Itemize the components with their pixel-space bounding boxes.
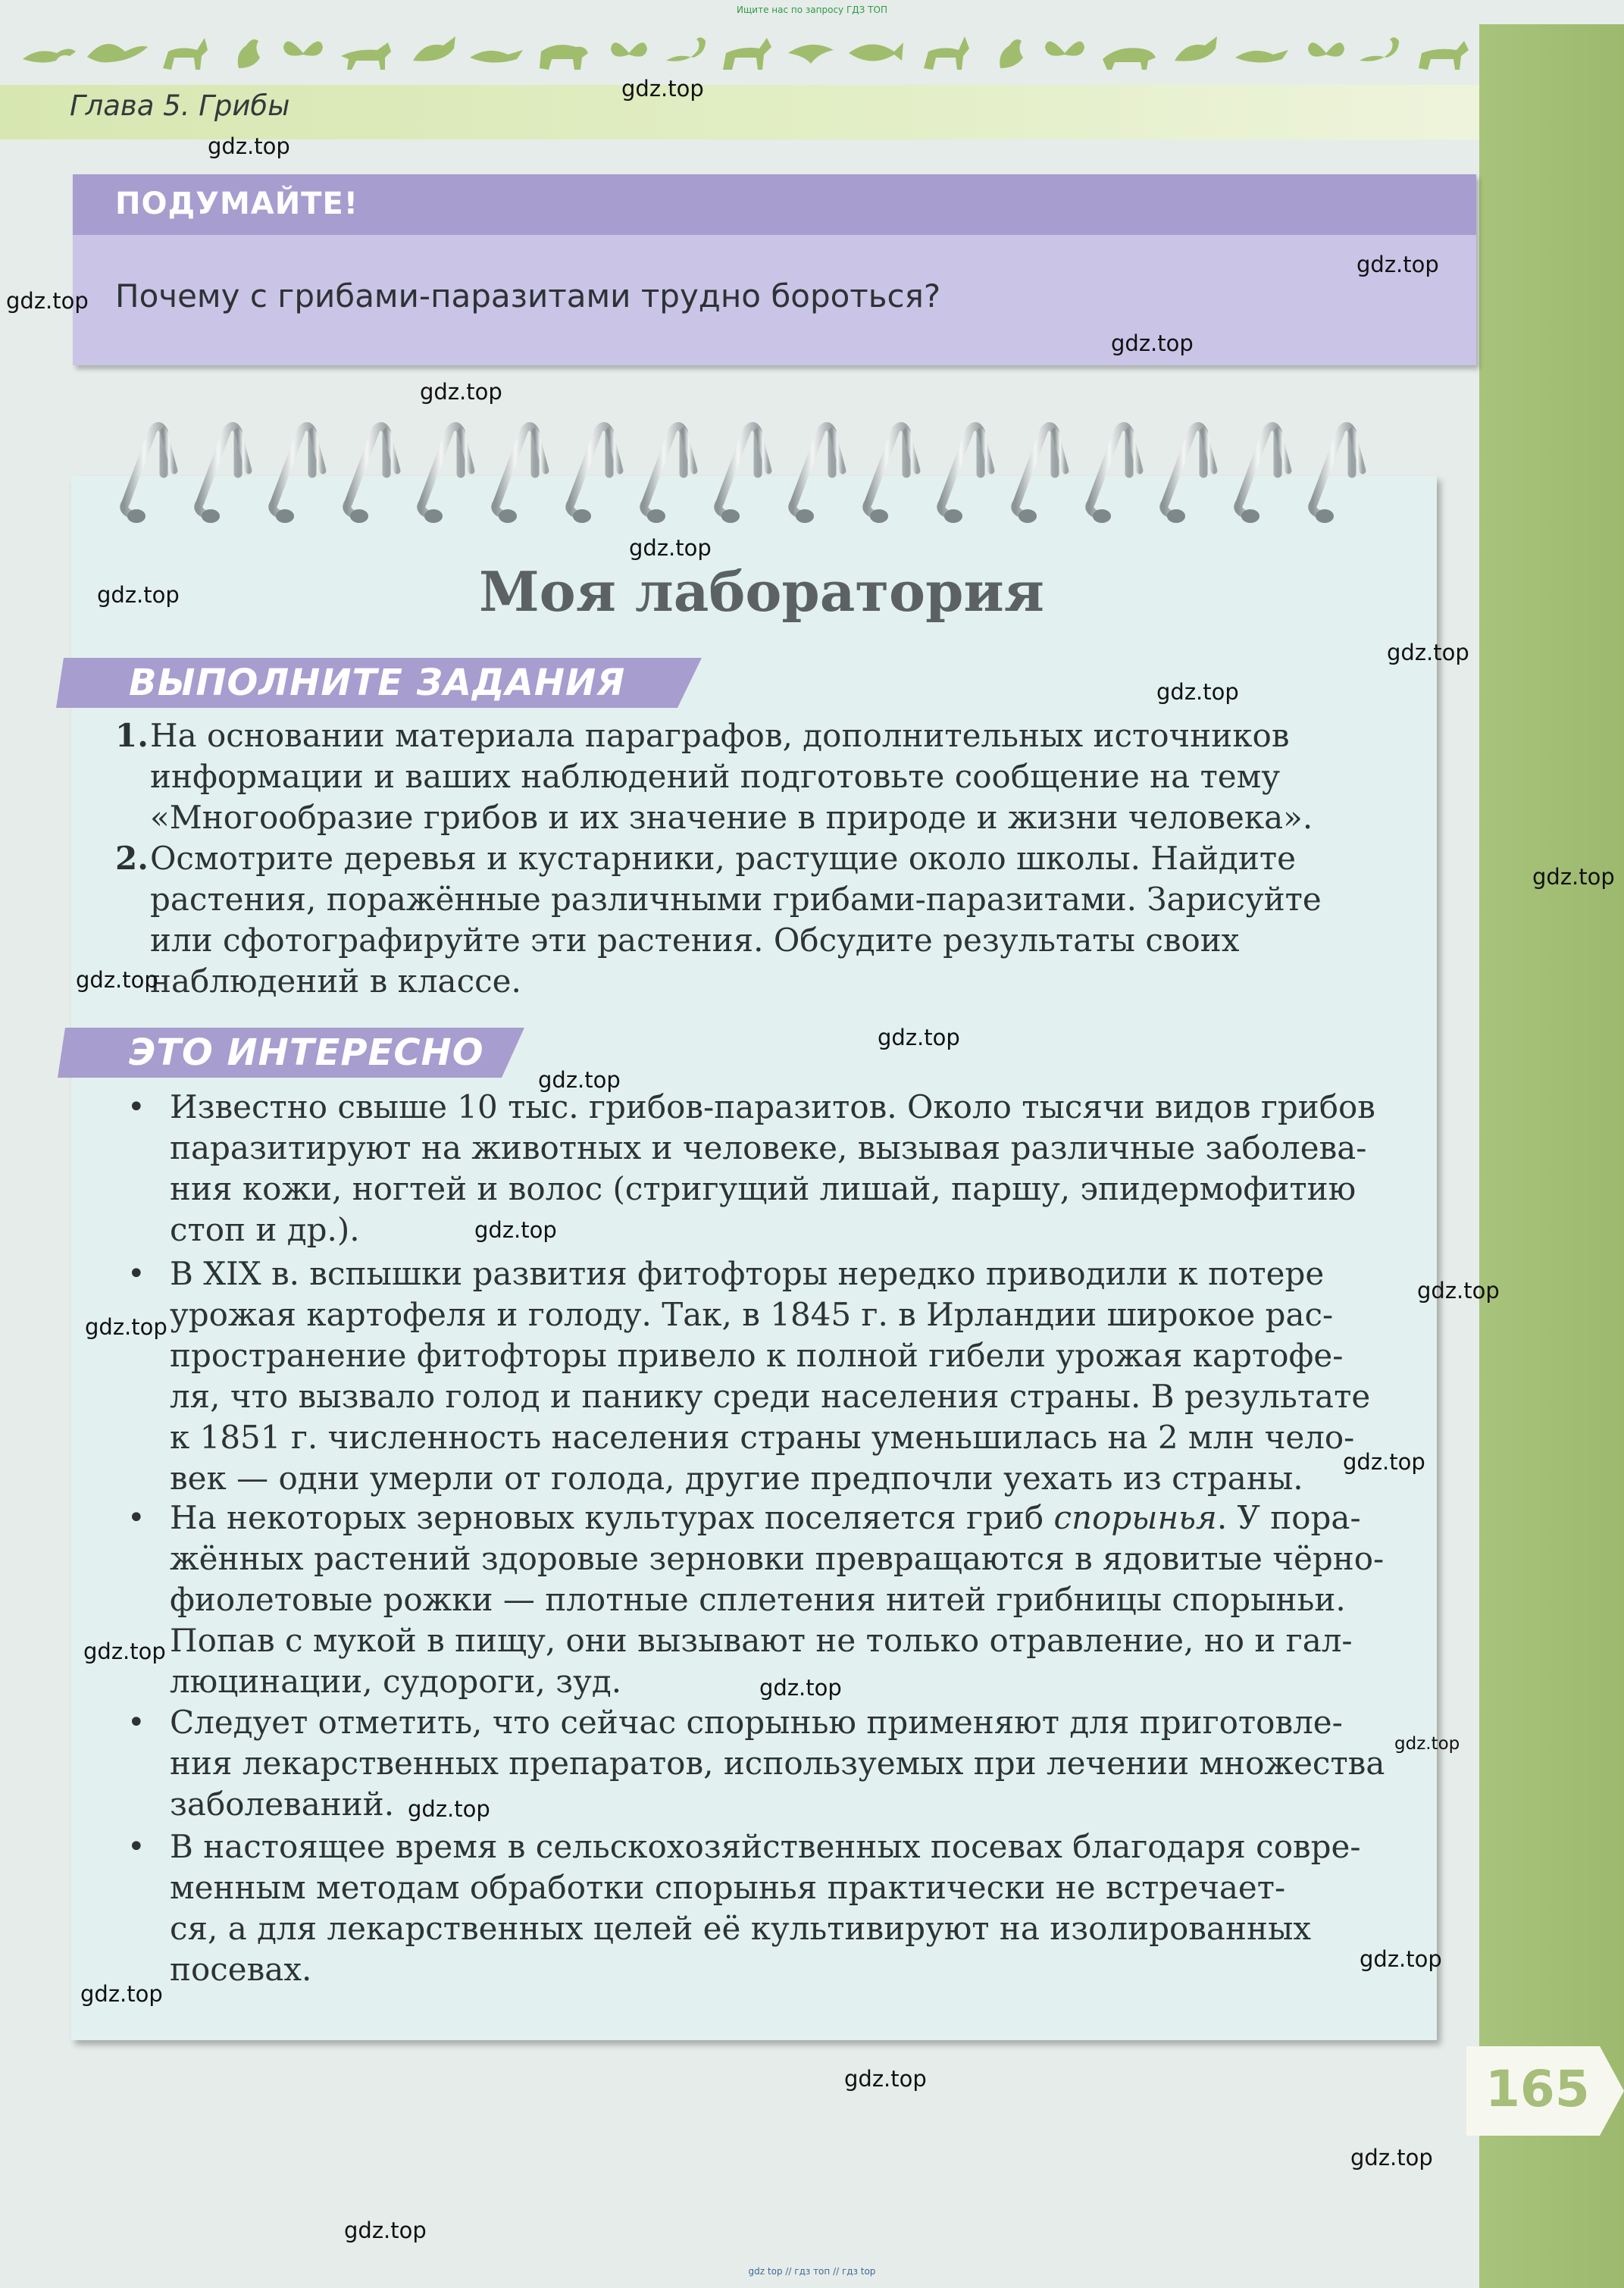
watermark: gdz.top <box>474 1217 557 1243</box>
watermark: gdz.top <box>208 133 290 159</box>
fact-item <box>127 1702 1410 1825</box>
fish-icon <box>849 42 903 61</box>
watermark: gdz.top <box>1417 1278 1500 1304</box>
lizard-icon <box>23 49 76 62</box>
bullet-icon: • <box>127 1090 146 1125</box>
boar-icon <box>1103 48 1156 70</box>
deer-icon <box>924 36 969 70</box>
butterfly-icon <box>1308 42 1344 56</box>
watermark: gdz.top <box>1360 1946 1442 1972</box>
task-line: наблюдений в классе. <box>150 962 521 1000</box>
think-box-question: Почему с грибами-паразитами трудно бороться? <box>115 277 941 315</box>
fact-line: век — одни умерли от голода, другие предпочли уехать из страны. <box>170 1460 1303 1497</box>
fact-line: ния кожи, ногтей и волос (стригущий лишай, паршу, эпидермофитию <box>170 1170 1356 1207</box>
fact-text: На некоторых зерновых культурах поселяется гриб <box>170 1499 1054 1536</box>
fact-line: посевах. <box>170 1951 312 1988</box>
wolf-icon <box>341 42 391 70</box>
watermark: gdz.top <box>76 967 158 993</box>
think-box-label: ПОДУМАЙТЕ! <box>115 186 359 221</box>
bird-icon <box>788 45 834 64</box>
fact-line: В настоящее время в сельскохозяйственных посевах благодаря совре- <box>170 1828 1361 1865</box>
butterfly-icon <box>283 42 323 56</box>
bullet-icon: • <box>127 1501 146 1535</box>
spiral-binding-icon <box>114 421 1447 534</box>
bullet-icon: • <box>127 1829 146 1864</box>
watermark: gdz.top <box>420 379 502 405</box>
task-item <box>115 715 1420 838</box>
fact-line: пространение фитофторы привело к полной гибели урожая картофе- <box>170 1337 1344 1374</box>
fact-item <box>127 1087 1410 1250</box>
bullet-icon: • <box>127 1257 146 1291</box>
watermark: gdz.top <box>1387 640 1469 665</box>
fact-line: В XIX в. вспышки развития фитофторы нередко приводили к потере <box>170 1255 1325 1292</box>
watermark: gdz.top <box>344 2218 427 2243</box>
fact-line: стоп и др.). <box>170 1211 360 1248</box>
watermark: gdz.top <box>621 76 704 102</box>
dog-icon <box>1419 41 1469 70</box>
fact-line: Попав с мукой в пищу, они вызывают не только отравление, но и гал- <box>170 1622 1353 1659</box>
task-line: или сфотографируйте эти растения. Обсудите результаты своих <box>150 922 1240 959</box>
watermark: gdz.top <box>1156 679 1239 705</box>
think-box <box>73 174 1476 365</box>
task-line: «Многообразие грибов и их значение в природе и жизни человека». <box>150 799 1313 836</box>
bird-icon <box>1000 39 1023 68</box>
horse-icon <box>723 38 771 70</box>
deer-icon <box>163 38 208 70</box>
chapter-title: Глава 5. Грибы <box>70 89 290 122</box>
watermark: gdz.top <box>6 288 89 314</box>
watermark: gdz.top <box>1350 2145 1433 2171</box>
fact-line: жённых растений здоровые зерновки превращаются в ядовитые чёрно- <box>170 1540 1385 1577</box>
watermark: gdz.top <box>1532 864 1615 890</box>
fact-emphasis: спорынья <box>1053 1499 1217 1536</box>
watermark: gdz.top <box>408 1796 490 1822</box>
fact-line: фиолетовые рожки — плотные сплетения нитей грибницы спорыньи. <box>170 1581 1346 1618</box>
fact-line: заболеваний. <box>170 1786 395 1823</box>
bear-icon <box>540 45 588 70</box>
fact-line: менным методам обработки спорынья практически не встречает- <box>170 1869 1286 1906</box>
animal-silhouette-band <box>15 30 1500 76</box>
fact-line <box>170 1498 1410 1538</box>
scorpion-icon <box>1360 37 1399 61</box>
fact-item <box>127 1826 1410 1990</box>
tasks-heading: ВЫПОЛНИТЕ ЗАДАНИЯ <box>129 662 626 704</box>
fact-line: ля, что вызвало голод и панику среди населения страны. В результате <box>170 1378 1371 1415</box>
fact-line: ся, а для лекарственных целей её культивируют на изолированных <box>170 1910 1312 1947</box>
fact-line: люцинации, судороги, зуд. <box>170 1663 622 1700</box>
watermark: gdz.top <box>538 1067 621 1093</box>
bird-icon <box>1175 36 1217 61</box>
lizard-icon <box>470 50 523 63</box>
task-line: растения, поражённые различными грибами-паразитами. Зарисуйте <box>150 881 1322 918</box>
watermark: gdz.top <box>83 1639 166 1664</box>
watermark: gdz.top <box>80 1981 163 2007</box>
task-line: Осмотрите деревья и кустарники, растущие около школы. Найдите <box>150 840 1296 877</box>
task-number: 2. <box>115 840 149 877</box>
fact-line: Следует отметить, что сейчас спорынью применяют для приготовле- <box>170 1704 1343 1741</box>
scorpion-icon <box>666 37 706 61</box>
watermark: gdz.top <box>844 2066 927 2092</box>
fact-item <box>127 1498 1410 1702</box>
watermark: gdz.top <box>97 582 180 608</box>
page-number: 165 <box>1485 2060 1590 2118</box>
watermark: gdz.top <box>1394 1734 1460 1754</box>
fact-text: . У пора- <box>1216 1499 1361 1536</box>
watermark: gdz.top <box>878 1025 960 1050</box>
bottom-note: gdz top // гдз топ // гдз top <box>748 2266 876 2277</box>
bird-icon <box>87 44 148 62</box>
watermark: gdz.top <box>1356 252 1439 277</box>
watermark: gdz.top <box>1343 1449 1425 1475</box>
task-line: информации и ваших наблюдений подготовьте сообщение на тему <box>150 758 1281 795</box>
fact-item <box>127 1254 1410 1499</box>
watermark: gdz.top <box>1111 330 1194 356</box>
lizard-icon <box>1235 50 1288 63</box>
fact-line: Известно свыше 10 тыс. грибов-паразитов. Около тысячи видов грибов <box>170 1088 1375 1125</box>
fact-line: паразитируют на животных и человеке, вызывая различные заболева- <box>170 1129 1367 1166</box>
side-bar <box>1479 24 1624 2288</box>
fact-line: ния лекарственных препаратов, используемых при лечении множества <box>170 1745 1385 1782</box>
butterfly-icon <box>611 42 647 56</box>
task-number: 1. <box>115 717 149 754</box>
butterfly-icon <box>1045 42 1084 56</box>
fact-line: урожая картофеля и голоду. Так, в 1845 г. в Ирландии широкое рас- <box>170 1296 1334 1333</box>
interesting-heading: ЭТО ИНТЕРЕСНО <box>129 1031 484 1074</box>
watermark: gdz.top <box>85 1314 167 1340</box>
watermark: gdz.top <box>629 535 712 561</box>
task-line: На основании материала параграфов, дополнительных источников <box>150 717 1290 754</box>
bird-icon <box>238 39 260 68</box>
watermark: gdz.top <box>759 1675 842 1701</box>
fact-line: к 1851 г. численность населения страны уменьшилась на 2 млн чело- <box>170 1419 1355 1456</box>
bullet-icon: • <box>127 1705 146 1740</box>
lab-title: Моя лаборатория <box>478 559 1044 624</box>
bird-icon <box>413 36 455 61</box>
top-search-note: Ищите нас по запросу ГДЗ ТОП <box>737 5 887 15</box>
